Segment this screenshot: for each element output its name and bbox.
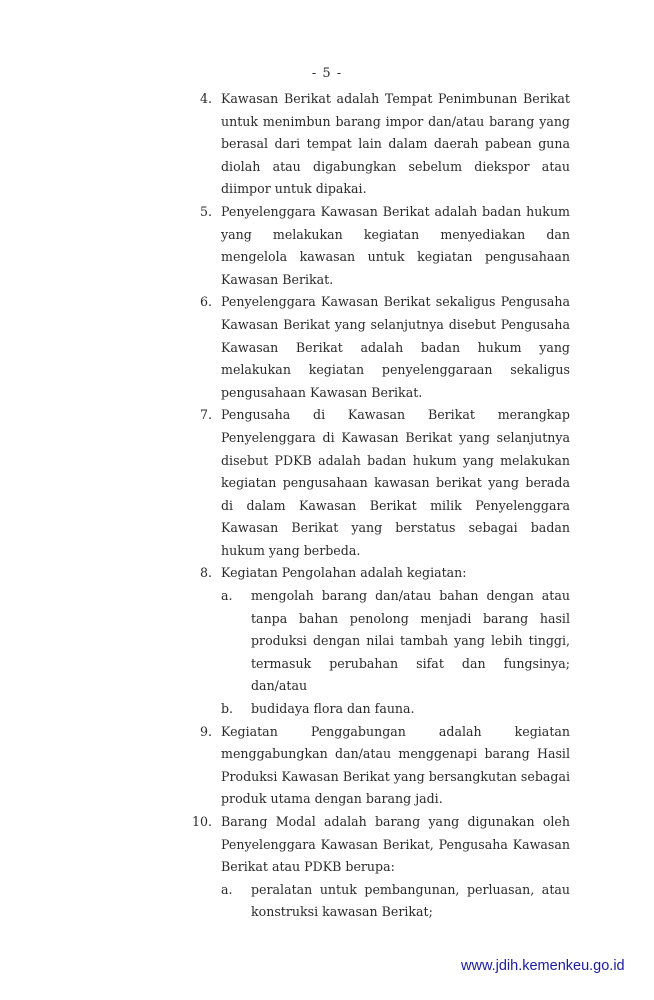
item-text: Kegiatan Pengolahan adalah kegiatan: — [221, 565, 467, 581]
item-number: 9. — [199, 723, 212, 739]
sub-item-text: budidaya flora dan fauna. — [251, 701, 415, 717]
list-item — [188, 811, 570, 924]
footer-url[interactable]: www.jdih.kemenkeu.go.id — [461, 958, 625, 974]
item-text: Kegiatan Penggabungan adalah kegiatan menggabungkan dan/atau menggenapi barang Hasil Produksi Kawasan Berikat yang bersangkutan sebagai produk utama dengan barang jadi. — [221, 723, 570, 807]
page-number: - 5 - — [311, 66, 343, 81]
list-item — [188, 291, 570, 404]
item-number: 6. — [199, 294, 212, 310]
item-text: Barang Modal adalah barang yang digunakan oleh Penyelenggara Kawasan Berikat, Pengusaha Kawasan Berikat atau PDKB berupa: — [221, 814, 570, 875]
item-text: Penyelenggara Kawasan Berikat adalah badan hukum yang melakukan kegiatan menyediakan dan mengelola kawasan untuk kegiatan pengusahaan Kawasan Berikat. — [221, 203, 570, 287]
sub-item — [221, 698, 570, 721]
item-number: 7. — [199, 407, 212, 423]
sub-item-label: a. — [221, 881, 233, 897]
sub-item — [221, 585, 570, 698]
item-text: Kawasan Berikat adalah Tempat Penimbunan Berikat untuk menimbun barang impor dan/atau barang yang berasal dari tempat lain dalam daerah pabean guna diolah atau digabungkan sebelum diekspor atau diimpor untuk dipakai. — [221, 91, 570, 197]
list-item — [188, 721, 570, 811]
sub-item-text: peralatan untuk pembangunan, perluasan, atau konstruksi kawasan Berikat; — [251, 881, 570, 920]
item-number: 8. — [199, 565, 212, 581]
item-number: 4. — [199, 91, 212, 106]
definitions-list — [188, 88, 570, 924]
sub-item-text: mengolah barang dan/atau bahan dengan atau tanpa bahan penolong menjadi barang hasil produksi dengan nilai tambah yang lebih tinggi, termasuk perubahan sifat dan fungsinya; dan/atau — [251, 588, 570, 694]
list-item — [188, 88, 570, 201]
sub-item-label: b. — [221, 701, 234, 717]
item-number: 5. — [199, 203, 212, 219]
list-item — [188, 201, 570, 291]
list-item — [188, 562, 570, 720]
sub-item-label: a. — [221, 588, 233, 604]
item-text: Pengusaha di Kawasan Berikat merangkap Penyelenggara di Kawasan Berikat yang selanjutnya disebut PDKB adalah badan hukum yang melakukan kegiatan pengusahaan kawasan berikat yang berada di dalam Kawasan Berikat milik Penyelenggara Kawasan Berikat yang berstatus sebagai badan hukum yang berbeda. — [221, 407, 570, 558]
item-number: 10. — [191, 814, 212, 829]
sub-item — [221, 879, 570, 924]
list-item — [188, 404, 570, 562]
item-text: Penyelenggara Kawasan Berikat sekaligus Pengusaha Kawasan Berikat yang selanjutnya disebut Pengusaha Kawasan Berikat adalah badan hukum yang melakukan kegiatan penyelenggaraan sekaligus pengusahaan Kawasan Berikat. — [221, 294, 570, 400]
